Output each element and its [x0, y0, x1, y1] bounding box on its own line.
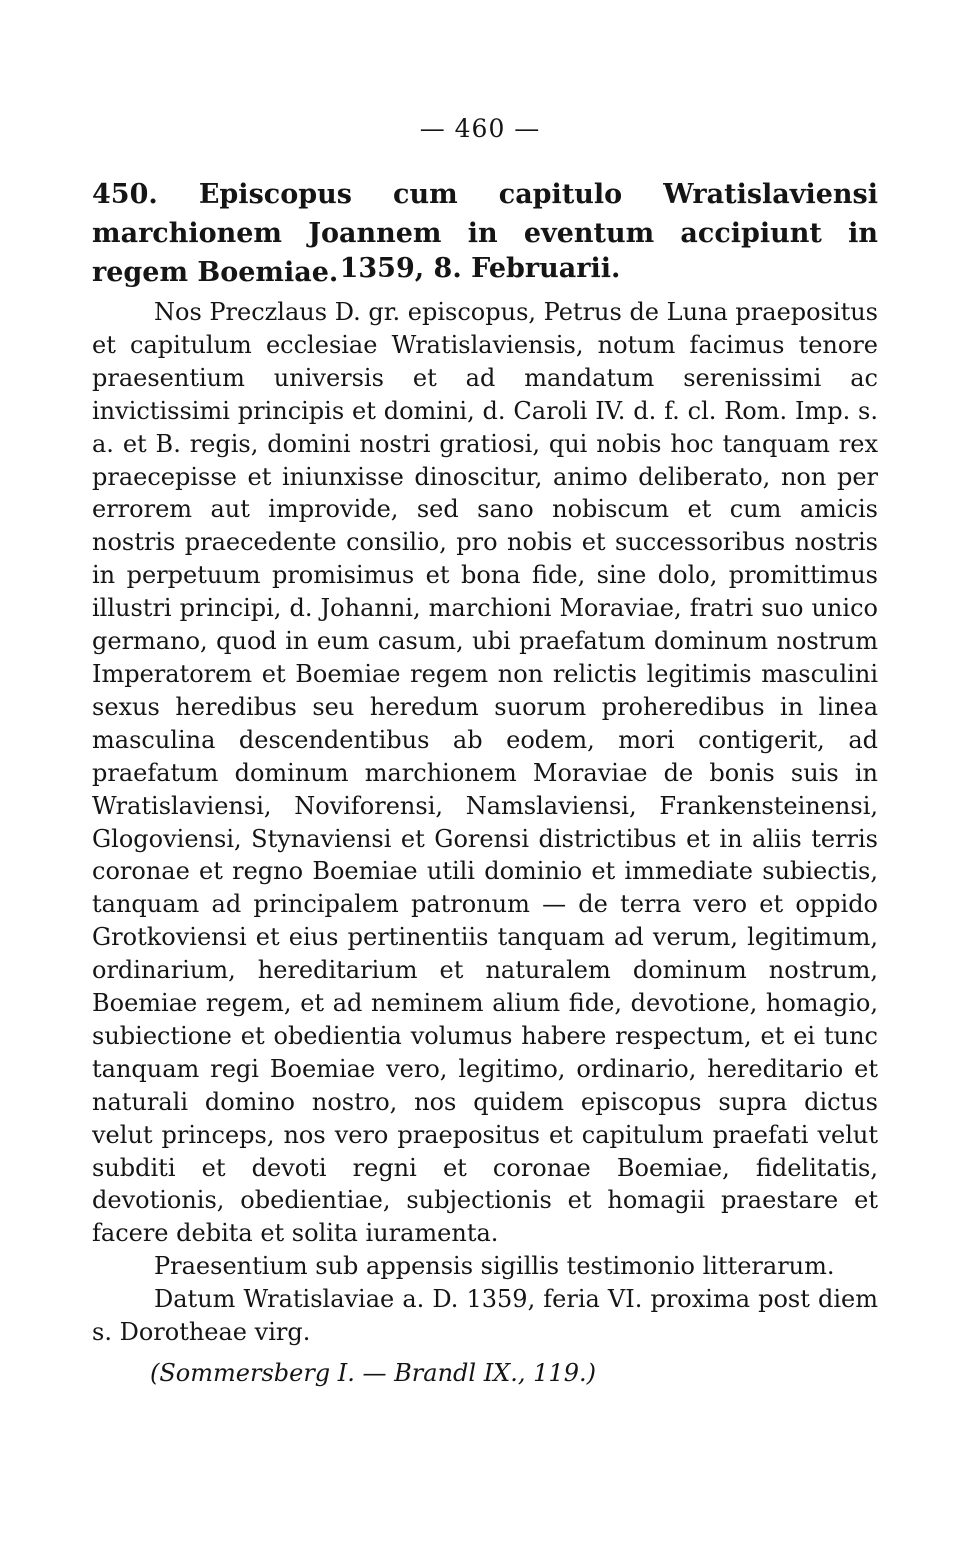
- page-number: — 460 —: [419, 114, 541, 143]
- paragraph-main: Nos Preczlaus D. gr. episcopus, Petrus de Luna praepositus et capitulum ecclesiae Wratislaviensis, notum facimus tenore praesentium universis et ad mandatum serenissimi ac invictissimi principis et domini, d. Caroli IV. d. f. cl. Rom. Imp. s. a. et B. regis, domini nostri gratiosi, qui nobis hoc tanquam rex praecepisse et iniunxisse dinoscitur, animo deliberato, non per errorem aut improvide, sed sano nobiscum et cum amicis nostris praecedente consilio, pro nobis et successoribus nostris in perpetuum promisimus et bona fide, sine dolo, promittimus illustri principi, d. Johanni, marchioni Moraviae, fratri suo unico germano, quod in eum casum, ubi praefatum dominum nostrum Imperatorem et Boemiae regem non relictis legitimis masculini sexus heredibus seu heredum suorum proheredibus in linea masculina descendentibus ab eodem, mori contigerit, ad praefatum dominum marchionem Moraviae de bonis suis in Wratislaviensi, Noviforensi, Namslaviensi, Frankensteinensi, Glogoviensi, Stynaviensi et Gorensi districtibus et in aliis terris coronae et regno Boemiae utili dominio et immediate subiectis, tanquam ad principalem patronum — de terra vero et oppido Grotkoviensi et eius pertinentiis tanquam ad verum, legitimum, ordinarium, hereditarium et naturalem dominum nostrum, Boemiae regem, et ad neminem alium fide, devotione, homagio, subiectione et obedientia volumus habere respectum, et ei tunc tanquam regi Boemiae vero, legitimo, ordinario, hereditario et naturali domino nostro, nos quidem episcopus supra dictus velut princeps, nos vero praepositus et capitulum praefati velut subditi et devoti regni et coronae Boemiae, fidelitatis, devotionis, obedientiae, subjectionis et homagii praestare et facere debita et solita iuramenta.: [92, 298, 878, 1248]
- source-citation: (Sommersberg I. — Brandl IX., 119.): [150, 1359, 596, 1387]
- document-date: 1359, 8. Februarii.: [339, 253, 621, 284]
- document-body: [92, 296, 878, 1349]
- paragraph-dating: Datum Wratislaviae a. D. 1359, feria VI. proxima post diem s. Dorotheae virg.: [92, 1285, 878, 1347]
- paragraph-testimony: Praesentium sub appensis sigillis testimonio litterarum.: [154, 1252, 835, 1281]
- document-heading: 450. Episcopus cum capitulo Wratislaviensi marchionem Joannem in eventum accipiunt in regem Boemiae.: [92, 179, 878, 288]
